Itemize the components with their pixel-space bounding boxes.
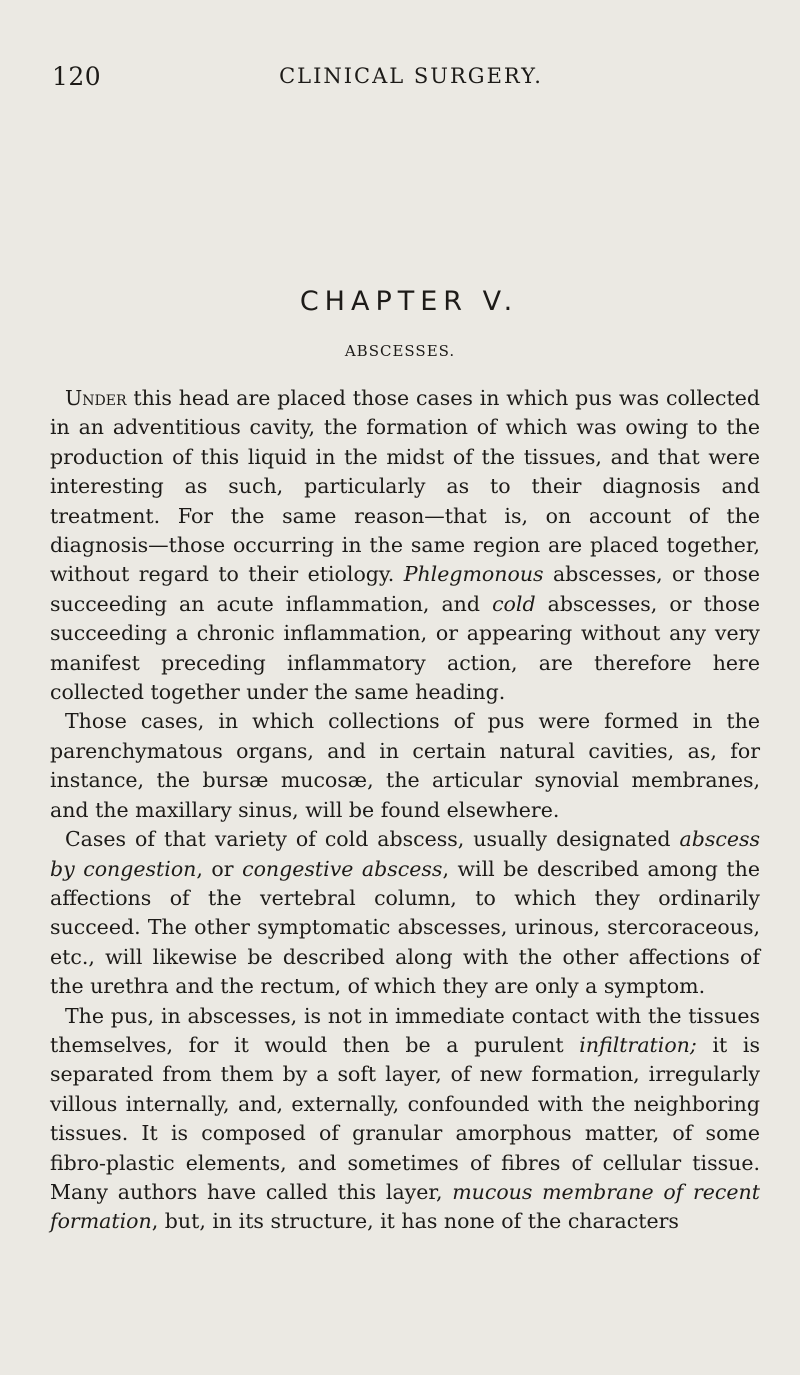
running-head — [52, 62, 740, 102]
paragraph — [50, 825, 760, 1001]
text-segment: this head are placed those cases in which pus was collected in an adventitious cavity, the formation of which was owing to the production of this liquid in the midst of the tissues, and that were interesting as such, particularly as to their diagnosis and treatment. For the same reason—that is, on account of the diagnosis—those occurring in the same region are placed together, without regard to their etiology. — [50, 386, 760, 587]
emphasis-mucous-membrane: mucous membrane of recent formation — [50, 1179, 760, 1234]
emphasis-cold: cold — [492, 591, 536, 616]
emphasis-congestive-abscess: congestive abscess — [242, 856, 443, 881]
paragraph — [50, 707, 760, 825]
paragraph — [50, 384, 760, 707]
chapter-subtitle: ABSCESSES. — [344, 342, 456, 360]
text-segment: The pus, in abscesses, is not in immediate contact with the tissues themselves, for it would then be a purulent — [50, 1003, 760, 1057]
text-segment: , but, in its structure, it has none of the characters — [151, 1209, 679, 1234]
text-segment: , or — [196, 856, 243, 881]
text-segment: it is separated from them by a soft layer, of new formation, irregularly villous internally, and, externally, confounded with the neighboring tissues. It is composed of granular amorphous matter, of some fibro-plastic elements, and sometimes of fibres of cellular tissue. Many authors have called this layer, — [50, 1032, 760, 1204]
chapter-heading: CHAPTER V. — [299, 286, 519, 317]
running-title: CLINICAL SURGERY. — [279, 64, 543, 88]
text-segment: abscesses, or those succeeding a chronic inflammation, or appearing without any very manifest preceding inflammatory action, are therefore here collected together under the same heading. — [50, 591, 760, 705]
page-number: 120 — [52, 62, 102, 91]
text-segment: Those cases, in which collections of pus were formed in the parenchymatous organs, and in certain natural cavities, as, for instance, the bursæ mucosæ, the articular synovial membranes, and the maxillary sinus, will be found elsewhere. — [50, 709, 760, 822]
text-segment: Cases of that variety of cold abscess, usually designated — [65, 827, 680, 852]
paragraph — [50, 1002, 760, 1237]
text-segment: abscesses, or those succeeding an acute inflammation, and — [50, 562, 760, 616]
emphasis-phlegmonous: Phlegmonous — [403, 562, 544, 587]
lead-word: Under — [65, 386, 127, 410]
text-segment: , will be described among the affections of the vertebral column, to which they ordinarily succeed. The other symptomatic abscesses, urinous, stercoraceous, etc., will likewise be described along with the other affections of the urethra and the rectum, of which they are only a symptom. — [50, 856, 760, 999]
emphasis-infiltration: infiltration; — [579, 1032, 697, 1057]
emphasis-abscess-by-congestion: abscess by congestion — [50, 827, 760, 881]
body-text — [50, 384, 760, 1237]
